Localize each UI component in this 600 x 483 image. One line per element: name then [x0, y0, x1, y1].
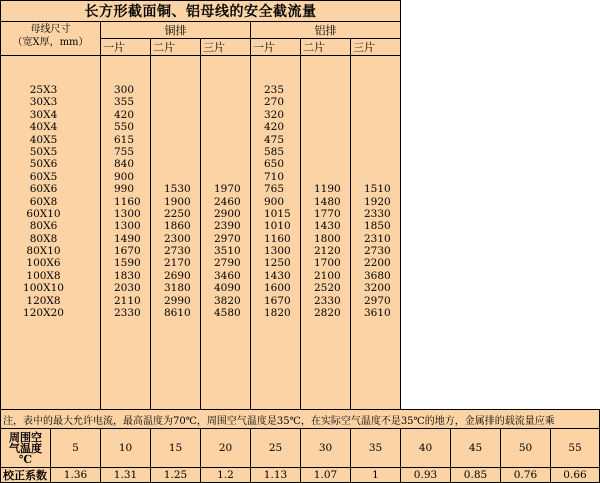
value-cell — [201, 158, 250, 170]
value-cell: 2030 — [114, 282, 141, 295]
footnote: 注，表中的最大允许电流，最高温度为70℃，周围空气温度是35℃，在实际空气温度不是35℃的地方，金属排的载流量应乘 — [1, 410, 600, 430]
value-cell: 40X5 — [29, 133, 58, 146]
value-cell — [201, 171, 250, 183]
value-cell: 840 — [114, 158, 135, 171]
value-cell — [151, 84, 200, 96]
value-cell: 2100 — [314, 269, 341, 282]
value-cell — [151, 121, 200, 133]
value-cell: 2690 — [164, 269, 191, 282]
copper-triple-header: 三片 — [201, 39, 251, 56]
value-cell: 80X6 — [29, 220, 58, 233]
value-cell: 60X10 — [26, 207, 61, 220]
value-cell — [201, 84, 250, 96]
coefficient-cell: 0.66 — [551, 468, 600, 483]
temperature-cell: 20 — [201, 429, 251, 468]
value-cell: 1250 — [264, 257, 291, 270]
value-cell — [351, 134, 400, 146]
value-cell: 3680 — [364, 269, 391, 282]
value-cell — [201, 121, 250, 133]
value-cell: 1015 — [264, 207, 291, 220]
table-title: 长方形截面铜、铝母线的安全截流量 — [1, 1, 401, 22]
value-cell: 3610 — [364, 307, 391, 320]
value-cell: 1300 — [114, 220, 141, 233]
coefficient-cell: 1.07 — [301, 468, 351, 483]
temperature-label-line3: ℃ — [18, 452, 33, 466]
value-cell: 1530 — [164, 183, 191, 196]
value-cell: 1820 — [264, 307, 291, 320]
value-cell: 3180 — [164, 282, 191, 295]
value-cell: 355 — [114, 96, 135, 109]
value-cell: 2520 — [314, 282, 341, 295]
value-cell — [201, 146, 250, 158]
note-row — [0, 409, 600, 430]
value-cell: 270 — [264, 96, 285, 109]
value-cell: 900 — [264, 195, 285, 208]
temperature-cell: 45 — [451, 429, 501, 468]
value-cell: 1430 — [264, 269, 291, 282]
value-cell: 2330 — [314, 294, 341, 307]
value-cell: 80X8 — [29, 232, 58, 245]
value-cell: 765 — [264, 183, 285, 196]
value-cell — [201, 109, 250, 121]
size-values-column — [1, 56, 101, 445]
value-cell: 420 — [114, 108, 135, 121]
value-cell: 1510 — [364, 183, 391, 196]
value-cell: 50X6 — [29, 158, 58, 171]
aluminum-double-values-column — [301, 56, 351, 445]
value-cell — [301, 121, 350, 133]
value-cell: 2460 — [214, 195, 241, 208]
value-cell: 1700 — [314, 257, 341, 270]
size-header-line2: （宽X厚，mm） — [12, 37, 89, 48]
value-cell — [351, 121, 400, 133]
value-cell: 2970 — [214, 232, 241, 245]
value-cell: 2250 — [164, 207, 191, 220]
temperature-row — [1, 429, 600, 468]
value-cell: 2300 — [164, 232, 191, 245]
value-cell: 1010 — [264, 220, 291, 233]
value-cell: 3200 — [364, 282, 391, 295]
value-cell: 2730 — [164, 245, 191, 258]
value-cell: 120X20 — [23, 307, 64, 320]
value-cell — [351, 146, 400, 158]
value-cell: 235 — [264, 84, 285, 96]
value-cell: 1600 — [264, 282, 291, 295]
value-cell: 1430 — [314, 220, 341, 233]
coefficient-cell: 0.93 — [401, 468, 451, 483]
value-cell — [151, 96, 200, 108]
value-cell: 1490 — [114, 232, 141, 245]
value-cell — [301, 171, 350, 183]
coefficient-row — [1, 468, 600, 483]
aluminum-double-header: 二片 — [301, 39, 351, 56]
value-cell — [351, 109, 400, 121]
copper-group-header: 铜排 — [101, 22, 251, 39]
value-cell: 550 — [114, 121, 135, 134]
value-cell: 2790 — [214, 257, 241, 270]
copper-single-values-column — [101, 56, 151, 445]
value-cell: 650 — [264, 158, 285, 171]
temperature-cell: 40 — [401, 429, 451, 468]
copper-double-header: 二片 — [151, 39, 201, 56]
value-cell — [301, 96, 350, 108]
temperature-cell: 30 — [301, 429, 351, 468]
temperature-label — [1, 429, 51, 468]
temperature-cell: 10 — [101, 429, 151, 468]
temperature-cell: 25 — [251, 429, 301, 468]
value-cell: 300 — [114, 84, 135, 96]
value-cell: 2310 — [364, 232, 391, 245]
value-cell: 320 — [264, 108, 285, 121]
temperature-label-line1: 周围空 — [9, 430, 42, 444]
coefficient-cell: 1.31 — [101, 468, 151, 483]
value-cell: 2330 — [114, 307, 141, 320]
value-cell: 60X5 — [29, 170, 58, 183]
value-cell: 1900 — [164, 195, 191, 208]
value-cell — [301, 134, 350, 146]
value-cell: 8610 — [164, 307, 191, 320]
value-cell — [351, 171, 400, 183]
value-cell: 30X4 — [29, 108, 58, 121]
value-cell: 1300 — [264, 245, 291, 258]
value-cell: 80X10 — [26, 245, 61, 258]
coefficient-cell: 0.85 — [451, 468, 501, 483]
value-cell: 2170 — [164, 257, 191, 270]
value-cell: 100X8 — [26, 269, 61, 282]
value-cell: 1800 — [314, 232, 341, 245]
value-cell: 2820 — [314, 307, 341, 320]
copper-double-values-column — [151, 56, 201, 445]
temperature-cell: 15 — [151, 429, 201, 468]
value-cell: 1830 — [114, 269, 141, 282]
temperature-label-line2: 气温度 — [9, 441, 42, 455]
value-cell: 100X10 — [23, 282, 64, 295]
aluminum-triple-values-column — [351, 56, 401, 445]
value-cell: 2990 — [164, 294, 191, 307]
value-cell: 475 — [264, 133, 285, 146]
value-cell: 755 — [114, 145, 135, 158]
coefficient-cell: 1.25 — [151, 468, 201, 483]
size-header-line1: 母线尺寸 — [30, 24, 71, 35]
value-cell: 1190 — [314, 183, 341, 196]
value-cell: 2110 — [114, 294, 141, 307]
value-cell — [151, 158, 200, 170]
value-cell: 2120 — [314, 245, 341, 258]
value-cell: 1860 — [164, 220, 191, 233]
temperature-cell: 50 — [501, 429, 551, 468]
value-cell — [301, 146, 350, 158]
temperature-cell: 5 — [51, 429, 101, 468]
value-cell: 710 — [264, 170, 285, 183]
value-cell: 25X3 — [29, 84, 58, 96]
value-cell — [201, 96, 250, 108]
value-cell — [301, 158, 350, 170]
value-cell — [301, 109, 350, 121]
value-cell: 1770 — [314, 207, 341, 220]
value-cell: 1300 — [114, 207, 141, 220]
value-cell: 1920 — [364, 195, 391, 208]
value-cell — [351, 158, 400, 170]
value-cell: 585 — [264, 145, 285, 158]
coefficient-cell: 1.13 — [251, 468, 301, 483]
coefficient-cell: 0.76 — [501, 468, 551, 483]
value-cell: 100X6 — [26, 257, 61, 270]
value-cell: 120X8 — [26, 294, 61, 307]
value-cell: 60X6 — [29, 183, 58, 196]
value-cell: 2330 — [364, 207, 391, 220]
value-cell — [201, 134, 250, 146]
value-cell: 40X4 — [29, 121, 58, 134]
size-column-header — [1, 22, 101, 56]
aluminum-single-header: 一片 — [251, 39, 301, 56]
value-cell: 2200 — [364, 257, 391, 270]
coefficient-cell: 1.2 — [201, 468, 251, 483]
value-cell: 420 — [264, 121, 285, 134]
value-cell: 2390 — [214, 220, 241, 233]
aluminum-triple-header: 三片 — [351, 39, 401, 56]
value-cell — [151, 134, 200, 146]
value-cell: 3510 — [214, 245, 241, 258]
value-cell: 4580 — [214, 307, 241, 320]
value-cell: 50X5 — [29, 145, 58, 158]
temperature-correction-table — [0, 428, 600, 483]
copper-triple-values-column — [201, 56, 251, 445]
aluminum-single-values-column — [251, 56, 301, 445]
value-cell: 30X3 — [29, 96, 58, 109]
value-cell — [351, 84, 400, 96]
coefficient-cell: 1.36 — [51, 468, 101, 483]
value-cell: 2730 — [364, 245, 391, 258]
copper-single-header: 一片 — [101, 39, 151, 56]
value-cell: 1160 — [114, 195, 141, 208]
value-cell: 2900 — [214, 207, 241, 220]
value-cell: 1850 — [364, 220, 391, 233]
value-cell — [351, 96, 400, 108]
value-cell: 3820 — [214, 294, 241, 307]
value-cell: 3460 — [214, 269, 241, 282]
value-cell: 1670 — [114, 245, 141, 258]
value-cell: 1970 — [214, 183, 241, 196]
value-cell: 60X8 — [29, 195, 58, 208]
value-cell — [151, 109, 200, 121]
coefficient-label: 校正系数 — [1, 468, 51, 483]
temperature-cell: 55 — [551, 429, 600, 468]
value-cell: 4090 — [214, 282, 241, 295]
value-cell: 1160 — [264, 232, 291, 245]
value-cell: 1590 — [114, 257, 141, 270]
aluminum-group-header: 铝排 — [251, 22, 401, 39]
value-cell — [301, 84, 350, 96]
value-cell: 1670 — [264, 294, 291, 307]
value-cell: 2970 — [364, 294, 391, 307]
value-cell — [151, 146, 200, 158]
value-cell: 1480 — [314, 195, 341, 208]
coefficient-cell: 1 — [351, 468, 401, 483]
value-cell: 990 — [114, 183, 135, 196]
value-cell: 900 — [114, 170, 135, 183]
value-cell — [151, 171, 200, 183]
value-cell: 615 — [114, 133, 135, 146]
temperature-cell: 35 — [351, 429, 401, 468]
